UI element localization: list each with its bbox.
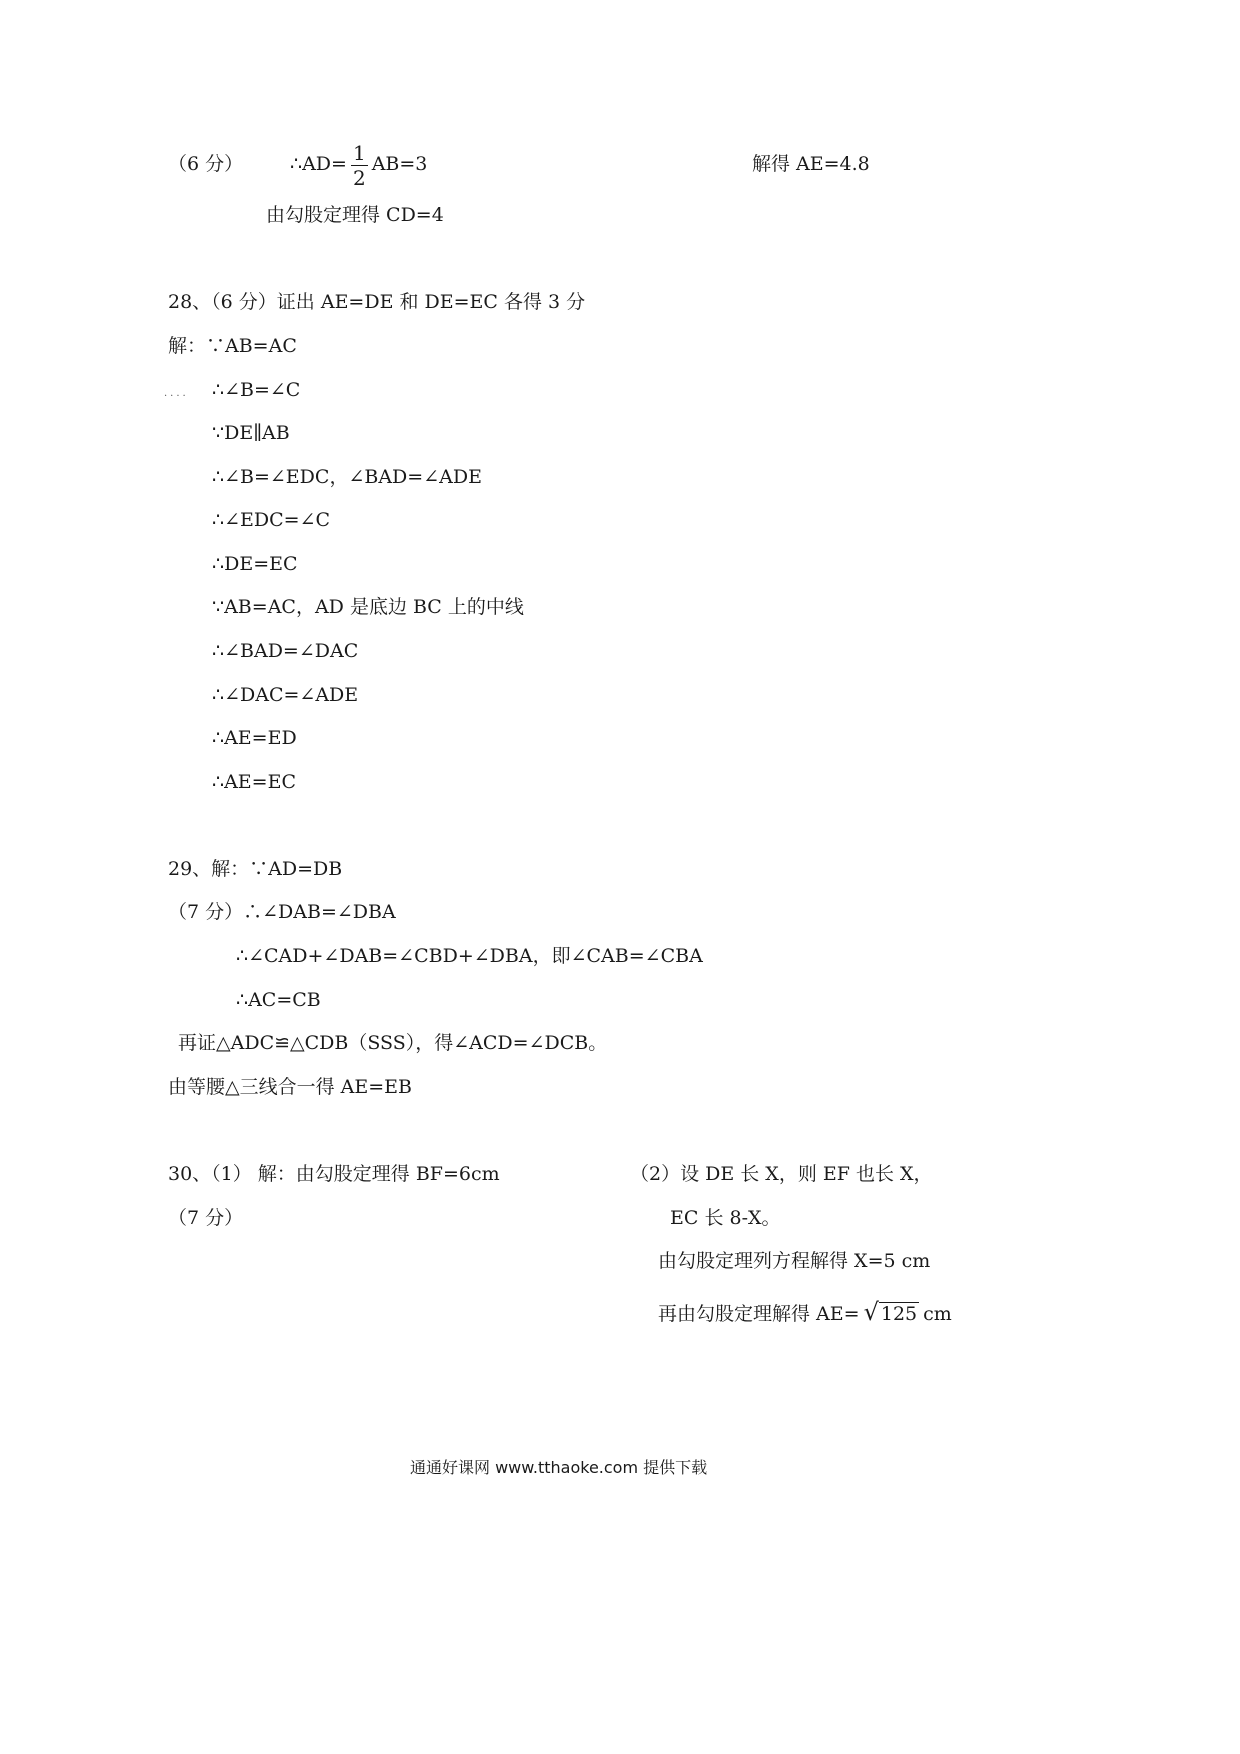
q30-part2-line2: EC 长 8-X。 bbox=[670, 1207, 781, 1229]
q28-line-9: ∴∠DAC=∠ADE bbox=[212, 684, 359, 706]
fraction-denominator: 2 bbox=[352, 165, 366, 190]
q28-header: 28、（6 分）证出 AE=DE 和 DE=EC 各得 3 分 bbox=[168, 291, 586, 313]
q30-part2-line4 bbox=[658, 1300, 952, 1326]
fraction-one-half bbox=[351, 140, 368, 190]
radicand: 125 bbox=[880, 1303, 918, 1325]
q28-line-3: ∵DE∥AB bbox=[212, 422, 290, 444]
q30-ae-prefix: 再由勾股定理解得 AE= bbox=[658, 1303, 860, 1325]
radical-sign: √ bbox=[863, 1298, 879, 1326]
page-footer: 通通好课网 www.tthaoke.com 提供下载 bbox=[410, 1458, 708, 1477]
q28-line-5: ∴∠EDC=∠C bbox=[212, 509, 331, 531]
q28-line-6: ∴DE=EC bbox=[212, 553, 298, 575]
q30-unit: cm bbox=[923, 1303, 952, 1325]
q28-dots: .... bbox=[164, 388, 189, 399]
q27-cd-line: 由勾股定理得 CD=4 bbox=[266, 204, 444, 226]
q28-line-1: 解：∵AB=AC bbox=[168, 335, 297, 357]
q27-ab-eq: AB=3 bbox=[371, 153, 428, 175]
q28-line-7: ∵AB=AC，AD 是底边 BC 上的中线 bbox=[212, 596, 524, 618]
q27-ad-line bbox=[290, 136, 427, 192]
q28-line-4: ∴∠B=∠EDC，∠BAD=∠ADE bbox=[212, 466, 482, 488]
square-root-expression bbox=[864, 1300, 920, 1326]
q28-line-2: ∴∠B=∠C bbox=[212, 379, 301, 401]
q29-line-2: （7 分）∴∠DAB=∠DBA bbox=[168, 901, 396, 923]
q29-line-1: 29、解：∵AD=DB bbox=[168, 858, 343, 880]
q27-score: （6 分） bbox=[168, 153, 244, 175]
q30-part2-line3: 由勾股定理列方程解得 X=5 cm bbox=[658, 1250, 931, 1272]
q29-line-6: 由等腰△三线合一得 AE=EB bbox=[168, 1076, 412, 1098]
q29-line-3: ∴∠CAD+∠DAB=∠CBD+∠DBA，即∠CAB=∠CBA bbox=[236, 945, 703, 967]
q29-line-5: 再证△ADC≌△CDB（SSS），得∠ACD=∠DCB。 bbox=[178, 1032, 608, 1054]
q28-line-11: ∴AE=EC bbox=[212, 771, 297, 793]
q30-score: （7 分） bbox=[168, 1207, 244, 1229]
q27-therefore-ad: ∴AD= bbox=[290, 153, 347, 175]
q27-right-result: 解得 AE=4.8 bbox=[752, 153, 870, 175]
q29-line-4: ∴AC=CB bbox=[236, 989, 321, 1011]
q28-line-10: ∴AE=ED bbox=[212, 727, 297, 749]
q30-part2-line1: （2）设 DE 长 X，则 EF 也长 X， bbox=[630, 1163, 933, 1185]
q30-part1: 30、（1） 解：由勾股定理得 BF=6cm bbox=[168, 1163, 500, 1185]
fraction-numerator: 1 bbox=[352, 140, 366, 165]
q28-line-8: ∴∠BAD=∠DAC bbox=[212, 640, 359, 662]
